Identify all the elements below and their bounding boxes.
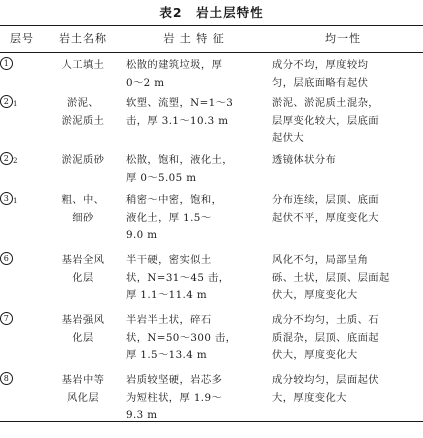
layer-no-cell xyxy=(0,312,44,325)
cell-line: 分布连续，层顶、底面 xyxy=(272,194,379,206)
cell-line: 细砂 xyxy=(72,211,94,224)
layer-no-cell xyxy=(0,252,44,265)
cell-line: 化层 xyxy=(72,271,94,284)
layer-no-cell xyxy=(0,372,44,385)
header-uniformity: 均一性 xyxy=(325,32,361,45)
uniformity-cell xyxy=(272,192,414,227)
soil-name-cell xyxy=(44,95,122,130)
cell-line: 淤泥质砂 xyxy=(61,154,105,166)
header-rule xyxy=(0,52,423,53)
layer-number-badge: 8 xyxy=(0,372,13,385)
cell-line: 松散，饱和，液化土， xyxy=(126,154,233,166)
cell-line: 松散的建筑垃圾，厚 xyxy=(126,59,223,71)
layer-no-cell xyxy=(0,192,44,205)
cell-line: 厚 1.1～11.4 m xyxy=(126,289,208,301)
cell-line: 伏大，厚度变化大 xyxy=(272,349,358,361)
cell-line: 透镜体状分布 xyxy=(272,154,337,166)
cell-line: 砾、土状，层顶、层面起 xyxy=(272,271,390,284)
cell-line: 起伏不平，厚度变化大 xyxy=(272,211,379,224)
cell-line: 淤泥质土 xyxy=(61,114,105,127)
cell-line: 半岩半土状，碎石 xyxy=(126,314,212,326)
cell-line: 基岩强风 xyxy=(61,314,105,326)
layer-number-badge: 6 xyxy=(0,252,13,265)
cell-line: 稍密～中密，饱和， xyxy=(126,194,223,206)
cell-line: 为短柱状，厚 1.9～ xyxy=(126,391,223,404)
cell-line: 化层 xyxy=(72,331,94,344)
cell-line: 风化层 xyxy=(66,391,100,404)
cell-line: 半干硬，密实似土 xyxy=(126,254,212,266)
cell-line: 起伏大 xyxy=(272,132,305,144)
uniformity-cell xyxy=(272,57,414,92)
cell-line: 风化不匀，局部呈角 xyxy=(272,254,369,266)
cell-line: 质混杂，层顶、底面起 xyxy=(272,331,379,344)
bottom-rule xyxy=(0,421,423,422)
cell-line: 击，厚 3.1～10.3 m xyxy=(126,114,229,127)
uniformity-cell xyxy=(272,252,414,305)
cell-line: 匀，层底面略有起伏 xyxy=(272,76,369,89)
cell-line: 基岩全风 xyxy=(61,254,105,266)
uniformity-cell xyxy=(272,152,414,170)
layer-no-cell xyxy=(0,152,44,165)
features-cell xyxy=(126,192,262,245)
cell-line: 状，N=50～300 击， xyxy=(126,331,237,344)
header-soil-name: 岩土名称 xyxy=(59,32,107,45)
uniformity-cell xyxy=(272,95,414,148)
layer-sub-index: 1 xyxy=(13,197,18,205)
layer-number-badge: 7 xyxy=(0,312,13,325)
uniformity-cell xyxy=(272,372,414,407)
cell-line: 成分不均，厚度较均 xyxy=(272,59,369,71)
soil-name-cell xyxy=(44,372,122,407)
header-features: 岩 土 特 征 xyxy=(163,32,225,45)
features-cell xyxy=(126,252,262,305)
soil-name-cell xyxy=(44,57,122,75)
cell-line: 液化土，厚 1.5～ xyxy=(126,211,212,224)
features-cell xyxy=(126,312,262,365)
cell-line: 层厚变化较大，层底面 xyxy=(272,114,379,127)
top-rule xyxy=(0,25,423,26)
cell-line: 基岩中等 xyxy=(61,374,105,386)
cell-line: 成分较均匀，层面起伏 xyxy=(272,374,379,386)
cell-line: 成分不均匀，土质、石 xyxy=(272,314,379,326)
features-cell xyxy=(126,152,262,187)
cell-line: 9.3 m xyxy=(126,409,158,421)
layer-sub-index: 1 xyxy=(13,100,18,108)
uniformity-cell xyxy=(272,312,414,365)
features-cell xyxy=(126,95,262,130)
cell-line: 伏大，厚度变化大 xyxy=(272,289,358,301)
features-cell xyxy=(126,57,262,92)
cell-line: 厚 1.5～13.4 m xyxy=(126,349,208,361)
features-cell xyxy=(126,372,262,425)
soil-name-cell xyxy=(44,312,122,347)
cell-line: 大，厚度变化大 xyxy=(272,391,347,404)
table-caption: 表2 岩土层特性 xyxy=(159,5,264,20)
cell-line: 厚 0～5.05 m xyxy=(126,171,197,184)
layer-number-badge: 2 1 xyxy=(0,95,13,108)
cell-line: 9.0 m xyxy=(126,229,158,241)
layer-number-badge: 2 2 xyxy=(0,152,13,165)
header-layer-no: 层号 xyxy=(10,32,34,45)
cell-line: 人工填土 xyxy=(61,59,105,71)
cell-line: 状，N=31～45 击， xyxy=(126,271,230,284)
cell-line: 淤泥、 xyxy=(66,97,100,109)
cell-line: 0～2 m xyxy=(126,76,165,89)
layer-sub-index: 2 xyxy=(13,157,18,165)
layer-number-badge: 3 1 xyxy=(0,192,13,205)
cell-line: 岩质较坚硬，岩芯多 xyxy=(126,374,223,386)
cell-line: 粗、中、 xyxy=(61,194,105,206)
layer-no-cell xyxy=(0,57,44,70)
cell-line: 软塑、流塑，N=1～3 xyxy=(126,97,234,109)
soil-name-cell xyxy=(44,252,122,287)
cell-line: 淤泥、淤泥质土混杂， xyxy=(272,97,379,109)
layer-number-badge: 1 xyxy=(0,57,13,70)
soil-name-cell xyxy=(44,152,122,170)
soil-name-cell xyxy=(44,192,122,227)
layer-no-cell xyxy=(0,95,44,108)
